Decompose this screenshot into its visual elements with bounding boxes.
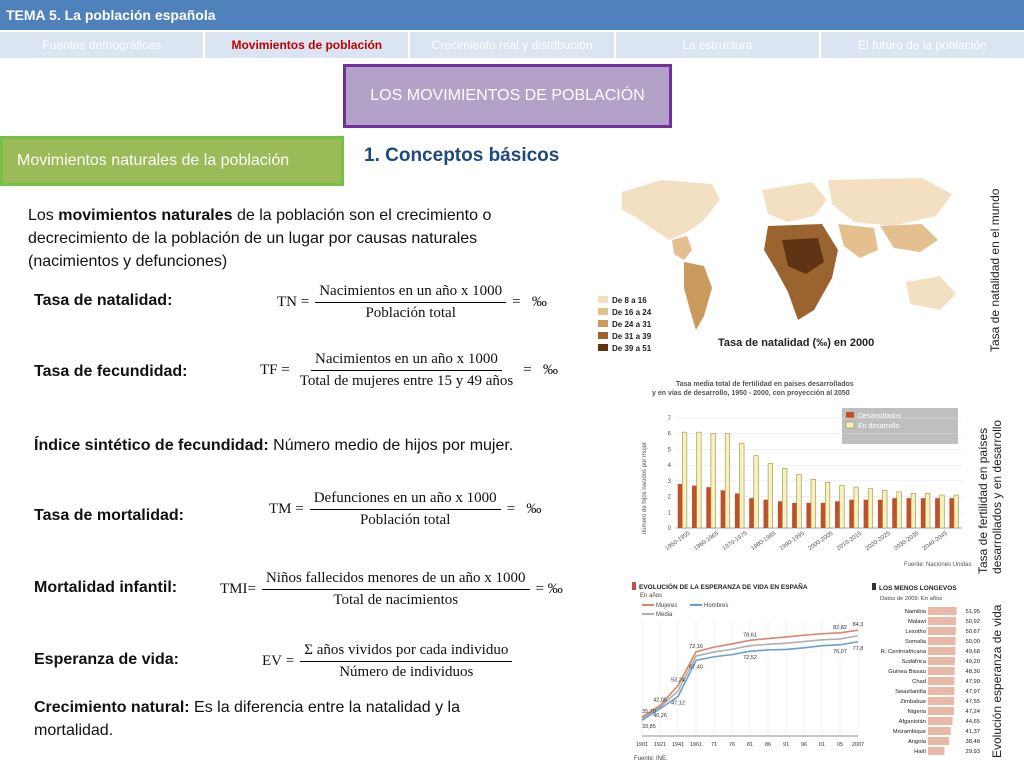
shortest-value: 41,37 [965,729,980,735]
tab-crecimiento-real[interactable]: Crecimiento real y distribución [410,32,615,58]
shortest-bar [928,727,951,735]
fecundidad-label: Tasa de fecundidad: [34,363,188,380]
fertility-bar-developing [882,490,887,528]
map-legend-label-2: De 24 a 31 [612,320,652,329]
shortest-value: 47,55 [965,699,980,705]
fertility-bar-developing [911,493,916,528]
life-chart-unit: En años [640,593,663,599]
life-x-tick: 96 [800,742,808,748]
fertility-bar-developed [921,498,926,528]
map-caption: Tasa de natalidad (‰) en 2000 [718,337,875,349]
life-value-label: 67,40 [689,664,703,671]
fertility-x-tick: 2010-2015 [836,530,864,553]
map-side-label: Tasa de natalidad en el mundo [988,188,1002,352]
fertility-y-tick: 7 [667,416,671,422]
fertility-source: Fuente: Naciones Unidas [904,562,972,568]
shortest-bar [928,647,955,655]
fertility-legend-swatch-0 [846,412,854,418]
fertility-bar-developed [849,500,854,528]
fertility-bar-developing [739,443,744,528]
app-title-bar [0,0,1024,30]
map-legend-swatch-2 [598,320,608,327]
fertility-ylabel: número de hijos nacidos por mujer [642,441,648,535]
crecimiento-term: Crecimiento natural: [34,699,190,716]
map-legend-label-3: De 31 a 39 [612,332,652,341]
shortest-value: 49,20 [965,659,980,665]
page-heading: 1. Conceptos básicos [364,145,560,166]
fertility-y-tick: 1 [667,510,671,517]
life-value-label: 72,52 [743,655,757,662]
shortest-country: R. Centroafricana [880,649,926,655]
shortest-country: Afganistán [898,719,926,725]
fertility-bar-developing [811,479,816,528]
fertility-bar-developed [749,498,754,528]
life-value-label: 33,85 [642,724,656,731]
mortalidad-unit: ‰ [526,501,542,517]
shortest-bar [928,737,949,745]
shortest-country: Somalia [905,639,926,645]
life-value-label: 72,16 [689,643,703,650]
infantil-formula: TMI = $\frac{\text{Niños fallecidos menores de un año x 1000}}{\text{Total de nacimientos}}$ = ‰ [220,570,563,608]
map-legend-label-4: De 39 a 51 [612,344,652,353]
shortest-bar [928,637,956,645]
fertility-bar-developed [706,487,711,528]
fertility-bar-developing [725,434,730,528]
fertility-bar-developed [721,490,726,528]
fertility-bar-developing [797,475,802,528]
fecundidad-formula: TF = $\frac{\text{Nacimientos en un año x 1000}}{\text{Total de mujeres entre 15 y 49 años}}$ = ‰ [260,351,558,389]
isf-term: Índice sintético de fecundidad: [34,437,269,454]
fecundidad-unit: ‰ [542,362,558,378]
fertility-bar-developed [935,498,940,528]
shortest-bar [928,707,954,715]
section-title: LOS MOVIMIENTOS DE POBLACIÓN [370,87,645,104]
life-legend-mujeres: Mujeres [656,603,678,609]
map-legend-swatch-4 [598,344,608,351]
shortest-country: Namibia [904,609,926,615]
life-value-label: 76,07 [833,648,847,655]
shortest-country: Haití [914,749,926,755]
fertility-x-tick: 2040-2045 [921,530,949,553]
fertility-bar-developed [821,503,826,528]
esperanza-denominator: Número de individuos [339,664,474,680]
fertility-bar-developing [840,486,845,528]
fecundidad-denominator: Total de mujeres entre 15 y 49 años [299,373,514,389]
mortalidad-formula: TM = $\frac{\text{Defunciones en un año x 1000}}{\text{Población total}}$ = ‰ [269,490,542,528]
tab-la-estructura[interactable]: La estructura [616,32,821,58]
shortest-value: 50,67 [965,629,980,635]
fertility-bar-developed [764,500,769,528]
infantil-label: Mortalidad infantil: [34,579,178,596]
crecimiento-paragraph: Crecimiento natural: Es la diferencia entre la natalidad y la mortalidad. [34,699,460,739]
fertility-legend-0: Desarrollados [858,413,902,420]
life-value-label: 84,3 [852,622,864,629]
fertility-bar-developed [949,498,954,528]
fertility-bar-developed [878,500,883,528]
shortest-bar [928,607,957,615]
isf-paragraph: Índice sintético de fecundidad: Número medio de hijos por mujer. [34,437,514,454]
map-legend-swatch-1 [598,308,608,315]
mortalidad-denominator: Población total [359,512,451,528]
life-side-label: Evolución esperanza de vida [990,604,1004,758]
fertility-bar-developing [697,432,702,528]
shortest-title: LOS MENOS LONGEVOS [879,585,957,592]
shortest-country: Nigeria [907,709,926,715]
map-legend-swatch-3 [598,332,608,339]
life-value-label: 82,82 [833,624,847,631]
shortest-bar [928,627,956,635]
shortest-bar [928,687,954,695]
fertility-x-tick: 1970-1975 [721,530,749,553]
map-legend-label-0: De 8 a 16 [612,296,647,305]
infantil-denominator: Total de nacimientos [333,592,459,608]
natalidad-numerator: Nacimientos en un año x 1000 [315,283,506,303]
shortest-value: 49,68 [965,649,980,655]
fertility-y-tick: 0 [667,526,671,532]
map-legend-swatch-0 [598,296,608,303]
life-x-tick: 76 [728,742,736,748]
fertility-bar-developed [792,503,797,528]
life-x-tick: 1961 [689,742,703,748]
shortest-value: 48,30 [965,669,980,675]
fertility-x-tick: 2030-2035 [893,530,921,553]
fertility-bar-developed [806,503,811,528]
natalidad-label: Tasa de natalidad: [34,292,173,309]
fertility-side-label: Tasa de fertilidad en países desarrollados y en desarrollo [976,419,1004,574]
life-value-label: 77,8 [852,645,864,652]
shortest-value: 29,93 [965,749,980,755]
fertility-bar-developed [735,493,740,528]
tab-movimientos-de-poblacion[interactable]: Movimientos de población [205,32,410,58]
fertility-y-tick: 6 [667,431,671,438]
shortest-country: Mozambique [892,729,926,735]
shortest-bar [928,717,953,725]
fertility-bar-developed [692,486,697,528]
shortest-value: 50,92 [965,619,980,625]
natalidad-formula: TN = $\frac{\text{Nacimientos en un año x 1000}}{\text{Población total}}$ = ‰ [277,283,547,321]
shortest-value: 47,24 [965,709,980,715]
life-value-label: 35,70 [642,708,656,715]
fertility-title-2: y en vías de desarrollo, 1950 - 2000, con proyección al 2050 [652,390,850,397]
map-legend-label-1: De 16 a 24 [612,308,652,317]
shortest-lives-chart [870,580,982,756]
shortest-country: Chad [912,679,926,685]
fertility-bar-developing [854,487,859,528]
life-x-tick: 81 [746,742,754,748]
fertility-x-tick: 2000-2005 [807,530,835,553]
fertility-bar-developed [778,501,783,528]
shortest-bar [928,657,955,665]
life-chart-title: EVOLUCIÓN DE LA ESPERANZA DE VIDA EN ESPAÑA [639,584,808,591]
shortest-country: Angola [907,739,926,745]
life-value-label: 53,24 [671,677,685,684]
life-value-label: 78,61 [743,632,757,639]
esperanza-formula: EV = $\frac{\text{Σ años vividos por cada individuo}}{\text{Número de individuos}}$ [262,642,518,681]
shortest-country: Malawi [907,619,926,625]
life-x-tick: 86 [764,742,772,748]
fertility-x-tick: 1950-1955 [664,530,692,553]
intro-bold-term: movimientos naturales [58,207,233,224]
fertility-bar-developing [940,495,945,528]
fertility-legend-swatch-1 [846,422,854,428]
fertility-x-tick: 1960-1965 [693,530,721,553]
fertility-bar-developing [754,456,759,528]
shortest-value: 51,95 [965,609,980,615]
fertility-y-tick: 3 [667,478,671,485]
mortalidad-numerator: Defunciones en un año x 1000 [310,490,501,510]
shortest-value: 38,48 [965,739,980,745]
life-x-tick: 01 [818,742,826,748]
esperanza-label: Esperanza de vida: [34,651,179,668]
shortest-country: Swazilandia [895,689,926,695]
shortest-country: Sudáfrica [901,659,926,665]
fertility-bar-developing [954,495,959,528]
app-title: TEMA 5. La población española [6,7,216,23]
life-legend-media: Media [656,612,673,618]
subsection-title: Movimientos naturales de la población [17,152,290,169]
shortest-bar [928,747,944,755]
shortest-country: Guinea Bissau [888,669,926,675]
fertility-bar-developing [682,432,687,528]
fertility-y-tick: 5 [667,447,671,454]
shortest-value: 47,99 [965,679,980,685]
shortest-subtitle: Datos de 2009. En años [880,596,943,602]
fertility-legend-1: En desarrollo [858,423,900,430]
fertility-bar-developed [835,501,840,528]
shortest-value: 50,00 [965,639,980,645]
shortest-country: Zimbabue [900,699,926,705]
life-value-label: 42,05 [653,697,667,704]
fertility-x-tick: 2020-2025 [864,530,892,553]
fertility-bar-developing [925,493,930,528]
fecundidad-numerator: Nacimientos en un año x 1000 [311,351,502,371]
life-x-tick: 2007 [851,742,865,748]
natalidad-denominator: Población total [365,305,456,321]
tab-bar [0,32,1024,58]
shortest-bar [928,667,955,675]
mortalidad-label: Tasa de mortalidad: [34,507,184,524]
fertility-bar-developed [907,498,912,528]
fertility-bar-developing [897,492,902,528]
life-value-label: 47,12 [671,700,685,707]
fertility-chart [636,378,972,568]
section-title-box[interactable] [343,64,672,128]
tab-fuentes-demograficas[interactable]: Fuentes demográficas [0,32,205,58]
infantil-unit: ‰ [547,581,563,597]
fertility-bar-developed [864,500,869,528]
life-x-tick: 1921 [653,742,667,748]
life-x-tick: 1901 [635,742,649,748]
fertility-bar-developed [678,484,683,528]
fertility-title-1: Tasa media total de fertilidad en países desarrollados [676,381,854,388]
fertility-bar-developing [782,468,787,528]
tab-futuro-poblacion[interactable]: El futuro de la población [821,32,1024,58]
life-value-label: 40,26 [653,712,667,719]
shortest-value: 44,65 [965,719,980,725]
fertility-x-tick: 1980-1985 [750,530,778,553]
fertility-bar-developing [825,482,830,528]
life-x-tick: 1941 [671,742,685,748]
life-legend-hombres: Hombres [704,603,729,609]
fertility-bar-developed [892,498,897,528]
fertility-bar-developing [711,434,716,528]
fertility-x-tick: 1990-1995 [778,530,806,553]
shortest-bar [928,697,954,705]
life-x-tick: 71 [710,742,718,748]
intro-paragraph: Los movimientos naturales de la población son el crecimiento o decrecimiento de la población de un lugar por causas naturales (nacimientos y defunciones) [28,207,492,270]
life-x-tick: 91 [782,742,790,748]
infantil-numerator: Niños fallecidos menores de un año x 1000 [262,570,530,590]
esperanza-numerator: Σ años vividos por cada individuo [300,642,512,662]
natalidad-unit: ‰ [531,294,547,310]
fertility-y-tick: 2 [667,494,671,501]
fertility-bar-developing [768,464,773,528]
world-birth-rate-map [592,170,980,356]
subsection-title-box[interactable] [0,136,344,186]
shortest-country: Lesotho [905,629,926,635]
shortest-bar [928,677,954,685]
fertility-y-tick: 4 [667,463,671,470]
life-x-tick: 05 [836,742,844,748]
shortest-value: 47,97 [965,689,980,695]
life-chart-source: Fuente: INE. [634,756,668,762]
life-expectancy-chart [632,580,868,764]
fertility-bar-developing [868,489,873,528]
shortest-bar [928,617,956,625]
